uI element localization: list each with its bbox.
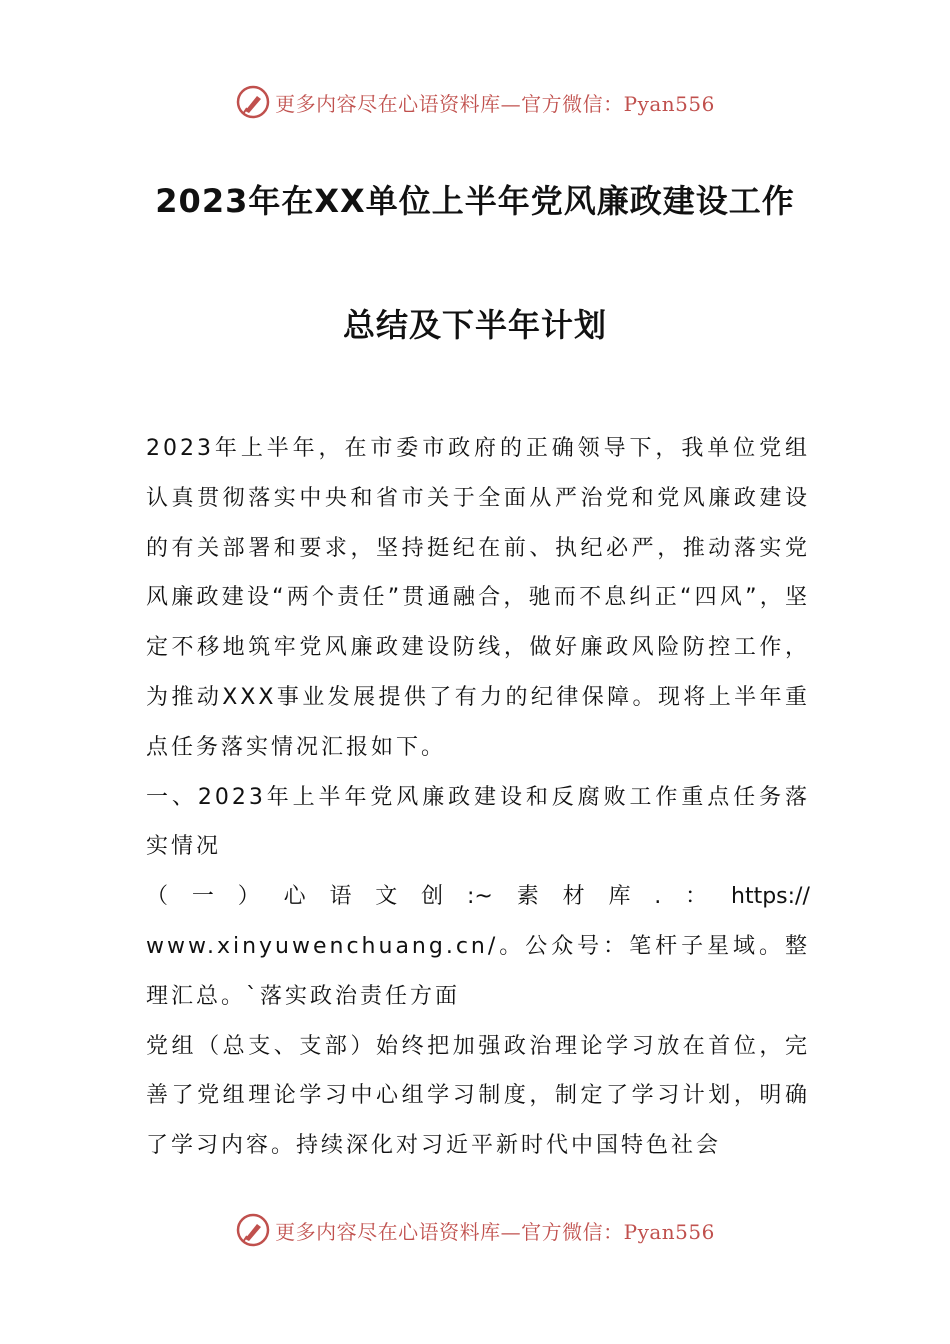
document-title-line-1: 2023年在XX单位上半年党风廉政建设工作	[155, 182, 795, 220]
pen-nib-logo-icon	[235, 84, 271, 120]
heading-char: 材	[562, 884, 585, 910]
pen-nib-logo-icon	[235, 1212, 271, 1248]
paragraph-political-study: 党组（总支、支部）始终把加强政治理论学习放在首位，完善了党组理论学习中心组学习制度，制定了学习计划，明确了学习内容。持续深化对习近平新时代中国特色社会	[146, 1033, 810, 1159]
watermark-text: 更多内容尽在心语资料库—官方微信：Pyan556	[275, 1219, 715, 1244]
heading-char: 心	[283, 884, 306, 910]
document-body	[146, 424, 810, 1171]
heading-char: 素	[516, 884, 539, 910]
document-title-line-2: 总结及下半年计划	[342, 306, 607, 344]
heading-char: https://	[731, 884, 810, 910]
heading-char: ）	[237, 884, 260, 910]
subsection-heading-continued: www.xinyuwenchuang.cn/。公众号：笔杆子星域。整理汇总。`落实政治责任方面	[146, 933, 810, 1009]
paragraph-intro: 2023年上半年，在市委市政府的正确领导下，我单位党组认真贯彻落实中央和省市关于全面从严治党和党风廉政建设的有关部署和要求，坚持挺纪在前、执纪必严，推动落实党风廉政建设“两个责任”贯通融合，驰而不息纠正“四风”，坚定不移地筑牢党风廉政建设防线，做好廉政风险防控工作，为推动XXX事业发展提供了有力的纪律保障。现将上半年重点任务落实情况汇报如下。	[146, 436, 810, 760]
watermark-text: 更多内容尽在心语资料库—官方微信：Pyan556	[275, 91, 715, 116]
watermark-banner-bottom	[0, 1210, 950, 1250]
heading-char: .	[654, 884, 662, 910]
subsection-heading-line	[146, 872, 810, 922]
heading-char: ：	[685, 884, 708, 910]
heading-char: （	[146, 884, 169, 910]
heading-char: :~	[467, 884, 493, 910]
heading-char: 一	[191, 884, 214, 910]
section-heading-1: 一、2023年上半年党风廉政建设和反腐败工作重点任务落实情况	[146, 784, 810, 860]
watermark-banner-top	[0, 82, 950, 122]
heading-char: 文	[375, 884, 398, 910]
heading-char: 创	[421, 884, 444, 910]
heading-char: 库	[608, 884, 631, 910]
heading-char: 语	[329, 884, 352, 910]
